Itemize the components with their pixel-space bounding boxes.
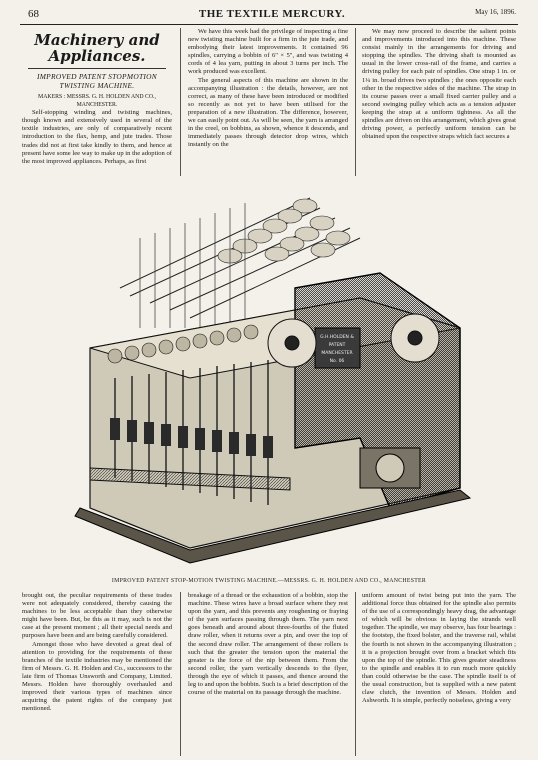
section-title-line-1: Machinery and — [34, 31, 160, 49]
plate-line-3: MANCHESTER — [321, 351, 353, 356]
column-3-top — [362, 28, 516, 174]
creel-bobbins — [218, 199, 350, 263]
makers-line — [22, 93, 172, 109]
section-rule — [28, 68, 166, 69]
column-divider — [355, 592, 356, 756]
column-divider — [180, 28, 181, 176]
paragraph: We have this week had the privilege of inspecting a fine new twisting machine built for a firm in the jute trade, and embodying their latest improvements. It contained 96 spindles, carrying a bobbin of 6" × 5", and was twisting 4 cords of 4 lea yarn, putting in about 3 turns per inch. The work produced was excellent. — [188, 28, 348, 76]
paragraph: breakage of a thread or the exhaustion of a bobbin, stop the machine. These wires have a broad surface where they rest upon the yarn, and this prevents any roughening or fraying of the yarn surfaces passing through them. The yarn next goes beneath and around about three-fourths of the fluted draw roller, when it returns over a pin, and over the top of the second draw roller. The arrangement of these rollers is such that the greater the tension upon the material the greater is the force of the nip between them. From the second roller, the yarn vertically descends to the flyer, through the eye of which it passes, and thence around the leg to and upon the bobbin. Such is a brief description of the course of the material on its passage through the machine. — [188, 592, 348, 697]
column-divider — [355, 28, 356, 176]
article-title — [22, 73, 172, 90]
section-title-line-2: Appliances. — [48, 47, 146, 65]
header-rule — [20, 24, 518, 25]
column-2-bottom — [188, 592, 348, 756]
twisting-machine-engraving — [60, 178, 480, 573]
paragraph: Amongst those who have devoted a great deal of attention to providing for the requirements of these branches of the textile industries may be mentioned the firm of Messrs. G. H. Holden and Co., successors to the late firm of Thomas Unsworth and Company, Limited. Messrs. Holden have thoroughly overhauled and improved their various types of machines since acquiring the patent rights of the company just mentioned. — [22, 640, 172, 713]
column-3-bottom — [362, 592, 516, 756]
paragraph: uniform amount of twist being put into the yarn. The additional force thus obtained for the spindle also permits of the use of a correspondingly heavy drag, the advantage of which will be obvious in laying the strands well together. The spindle, we may observe, has four bearings : the footstep, the fixed bolster, and the traverse rail, whilst the fourth is not shown in the accompanying illustration ; it is a projection brought over from a bracket which fits upon the top of the spindle. This gives greater steadiness to the spindle and enables it to run much more quickly than could otherwise be the case. The spindle itself is of the usual construction, but is supplied with a new patent claw clutch, the invention of Messrs. Holden and Ashworth. It is simple, perfectly noiseless, giving a very — [362, 592, 516, 705]
creel-posts — [140, 203, 245, 328]
drive-wheel — [376, 454, 404, 482]
makers-text: MAKERS : MESSRS. G. H. HOLDEN AND CO., — [38, 94, 156, 101]
plate-line-4: No. 06 — [329, 359, 345, 364]
paragraph: We may now proceed to describe the salient points and improvements introduced into this machine. These consist mainly in the arrangements for driving and stopping the spindles. The driving shaft is mounted as usual in the lower cross-rail of the frame, and carries a driving pulley for each pair of spindles. One strap 1 in. or 1¼ in. broad drives two spindles ; the ones opposite each other in the respective sides of the machine. The strap in its course passes over a small fixed carrier pulley and a second swinging pulley which acts as a tension adjuster keeping the strap at a uniform tightness. As all the spindles are driven on this arrangement, which gives great driving power, a perfectly uniform tension can be obtained upon the respective straps which fact secures a — [362, 28, 516, 141]
illustration-caption: IMPROVED PATENT STOP-MOTION TWISTING MACHINE.—MESSRS. G. H. HOLDEN AND CO., MANCHESTER — [111, 578, 427, 584]
section-title — [22, 32, 172, 64]
paragraph: brought out, the peculiar requirements of these trades were not adequately considered, thereby causing the machines to be less acceptable than they otherwise might have been. But, be this as it may, such is not the case at the present moment ; all their special needs and purposes have been and are being carefully considered. — [22, 592, 172, 640]
article-title-line-2: TWISTING MACHINE. — [59, 80, 135, 90]
publication-title: THE TEXTILE MERCURY. — [198, 8, 346, 20]
column-1-top — [22, 28, 172, 174]
column-2-top — [188, 28, 348, 174]
plate-line-2: PATENT — [328, 343, 346, 348]
page-number: 68 — [28, 8, 39, 20]
article-title-line-1: IMPROVED PATENT STOPMOTION — [36, 72, 158, 81]
makers-city: MANCHESTER. — [76, 102, 118, 109]
issue-date: May 16, 1896. — [475, 8, 516, 16]
page-header — [28, 8, 516, 22]
plate-line-1: G.H.HOLDEN & — [320, 335, 354, 340]
paragraph: The general aspects of this machine are shown in the accompanying illustration : the details, however, are not correct, as many of these have been introduced or modified so recently as not yet to have been utilised for the preparation of a new illustration. The difference, however, we can easily point out. As will be seen, the yarn is arranged in the creel, on bobbins, as shown, whence it descends, and immediately passes through detector drop wires, which instantly on the — [188, 76, 348, 149]
column-divider — [180, 592, 181, 756]
column-1-bottom — [22, 592, 172, 756]
paragraph: Self-stopping winding and twisting machines, though known and extensively used in several of the textile industries, are only of comparatively recent introduction to the flax, hemp, and jute trades. Those trades did not at first take kindly to them, and hence at present have some lee way to make up in the adoption of the most improved appliances. Perhaps, as first — [22, 109, 172, 165]
